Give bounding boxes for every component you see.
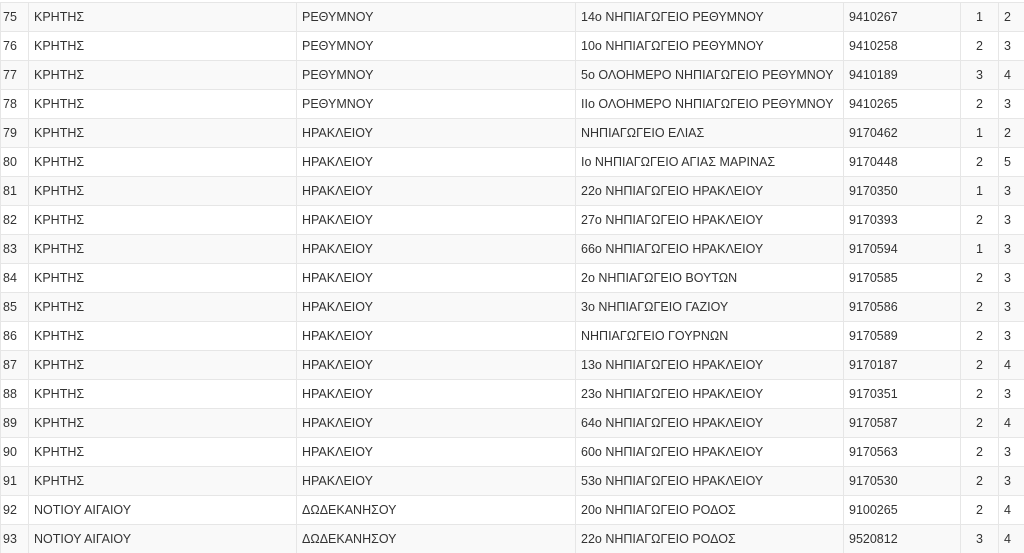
- table-row: [1, 525, 1024, 553]
- table-row: [1, 235, 1024, 264]
- school-name-cell: Ιο ΝΗΠΙΑΓΩΓΕΙΟ ΑΓΙΑΣ ΜΑΡΙΝΑΣ: [576, 148, 844, 177]
- school-code-cell: 9410189: [844, 61, 961, 90]
- school-name-cell: 2ο ΝΗΠΙΑΓΩΓΕΙΟ ΒΟΥΤΩΝ: [576, 264, 844, 293]
- row-number-cell: 92: [1, 496, 29, 525]
- count-b-cell: 3: [999, 235, 1024, 264]
- prefecture-cell: ΗΡΑΚΛΕΙΟΥ: [297, 148, 576, 177]
- row-number-cell: 91: [1, 467, 29, 496]
- count-a-cell: 2: [961, 148, 999, 177]
- table-row: [1, 293, 1024, 322]
- count-a-cell: 2: [961, 32, 999, 61]
- prefecture-cell: ΗΡΑΚΛΕΙΟΥ: [297, 467, 576, 496]
- row-number-cell: 84: [1, 264, 29, 293]
- region-cell: ΚΡΗΤΗΣ: [29, 90, 297, 119]
- school-name-cell: 14ο ΝΗΠΙΑΓΩΓΕΙΟ ΡΕΘΥΜΝΟΥ: [576, 3, 844, 32]
- region-cell: ΚΡΗΤΗΣ: [29, 61, 297, 90]
- school-name-cell: 22ο ΝΗΠΙΑΓΩΓΕΙΟ ΡΟΔΟΣ: [576, 525, 844, 553]
- region-cell: ΚΡΗΤΗΣ: [29, 409, 297, 438]
- school-code-cell: 9170585: [844, 264, 961, 293]
- row-number-cell: 75: [1, 3, 29, 32]
- table-row: [1, 264, 1024, 293]
- count-b-cell: 4: [999, 61, 1024, 90]
- prefecture-cell: ΡΕΘΥΜΝΟΥ: [297, 32, 576, 61]
- region-cell: ΚΡΗΤΗΣ: [29, 380, 297, 409]
- school-name-cell: ΝΗΠΙΑΓΩΓΕΙΟ ΕΛΙΑΣ: [576, 119, 844, 148]
- school-code-cell: 9410267: [844, 3, 961, 32]
- count-b-cell: 3: [999, 264, 1024, 293]
- region-cell: ΚΡΗΤΗΣ: [29, 235, 297, 264]
- school-code-cell: 9170351: [844, 380, 961, 409]
- table-row: [1, 90, 1024, 119]
- prefecture-cell: ΡΕΘΥΜΝΟΥ: [297, 3, 576, 32]
- row-number-cell: 79: [1, 119, 29, 148]
- school-name-cell: 53ο ΝΗΠΙΑΓΩΓΕΙΟ ΗΡΑΚΛΕΙΟΥ: [576, 467, 844, 496]
- table-row: [1, 32, 1024, 61]
- row-number-cell: 78: [1, 90, 29, 119]
- row-number-cell: 85: [1, 293, 29, 322]
- school-name-cell: 23ο ΝΗΠΙΑΓΩΓΕΙΟ ΗΡΑΚΛΕΙΟΥ: [576, 380, 844, 409]
- prefecture-cell: ΗΡΑΚΛΕΙΟΥ: [297, 235, 576, 264]
- count-a-cell: 1: [961, 119, 999, 148]
- count-b-cell: 3: [999, 467, 1024, 496]
- prefecture-cell: ΔΩΔΕΚΑΝΗΣΟΥ: [297, 496, 576, 525]
- school-name-cell: ΝΗΠΙΑΓΩΓΕΙΟ ΓΟΥΡΝΩΝ: [576, 322, 844, 351]
- prefecture-cell: ΗΡΑΚΛΕΙΟΥ: [297, 438, 576, 467]
- count-b-cell: 3: [999, 322, 1024, 351]
- table-row: [1, 119, 1024, 148]
- school-code-cell: 9170530: [844, 467, 961, 496]
- count-a-cell: 2: [961, 409, 999, 438]
- row-number-cell: 80: [1, 148, 29, 177]
- region-cell: ΚΡΗΤΗΣ: [29, 264, 297, 293]
- school-code-cell: 9410265: [844, 90, 961, 119]
- count-b-cell: 3: [999, 90, 1024, 119]
- region-cell: ΚΡΗΤΗΣ: [29, 3, 297, 32]
- schools-table: [0, 2, 1024, 553]
- count-b-cell: 4: [999, 409, 1024, 438]
- school-name-cell: 22ο ΝΗΠΙΑΓΩΓΕΙΟ ΗΡΑΚΛΕΙΟΥ: [576, 177, 844, 206]
- count-b-cell: 4: [999, 496, 1024, 525]
- school-name-cell: 10ο ΝΗΠΙΑΓΩΓΕΙΟ ΡΕΘΥΜΝΟΥ: [576, 32, 844, 61]
- count-a-cell: 3: [961, 525, 999, 553]
- count-a-cell: 1: [961, 235, 999, 264]
- count-b-cell: 3: [999, 380, 1024, 409]
- prefecture-cell: ΡΕΘΥΜΝΟΥ: [297, 90, 576, 119]
- count-a-cell: 1: [961, 177, 999, 206]
- count-b-cell: 4: [999, 525, 1024, 553]
- prefecture-cell: ΗΡΑΚΛΕΙΟΥ: [297, 177, 576, 206]
- count-a-cell: 3: [961, 61, 999, 90]
- school-code-cell: 9170187: [844, 351, 961, 380]
- region-cell: ΚΡΗΤΗΣ: [29, 351, 297, 380]
- school-code-cell: 9170462: [844, 119, 961, 148]
- table-row: [1, 467, 1024, 496]
- prefecture-cell: ΗΡΑΚΛΕΙΟΥ: [297, 409, 576, 438]
- region-cell: ΚΡΗΤΗΣ: [29, 177, 297, 206]
- count-b-cell: 5: [999, 148, 1024, 177]
- prefecture-cell: ΗΡΑΚΛΕΙΟΥ: [297, 264, 576, 293]
- table-row: [1, 206, 1024, 235]
- school-name-cell: 20ο ΝΗΠΙΑΓΩΓΕΙΟ ΡΟΔΟΣ: [576, 496, 844, 525]
- row-number-cell: 93: [1, 525, 29, 553]
- table-row: [1, 148, 1024, 177]
- count-a-cell: 1: [961, 3, 999, 32]
- school-name-cell: 3ο ΝΗΠΙΑΓΩΓΕΙΟ ΓΑΖΙΟΥ: [576, 293, 844, 322]
- prefecture-cell: ΡΕΘΥΜΝΟΥ: [297, 61, 576, 90]
- region-cell: ΚΡΗΤΗΣ: [29, 206, 297, 235]
- table-row: [1, 496, 1024, 525]
- school-name-cell: 64ο ΝΗΠΙΑΓΩΓΕΙΟ ΗΡΑΚΛΕΙΟΥ: [576, 409, 844, 438]
- school-code-cell: 9170589: [844, 322, 961, 351]
- region-cell: ΝΟΤΙΟΥ ΑΙΓΑΙΟΥ: [29, 525, 297, 553]
- row-number-cell: 77: [1, 61, 29, 90]
- school-name-cell: 66ο ΝΗΠΙΑΓΩΓΕΙΟ ΗΡΑΚΛΕΙΟΥ: [576, 235, 844, 264]
- prefecture-cell: ΗΡΑΚΛΕΙΟΥ: [297, 119, 576, 148]
- school-code-cell: 9170350: [844, 177, 961, 206]
- prefecture-cell: ΗΡΑΚΛΕΙΟΥ: [297, 206, 576, 235]
- school-code-cell: 9170563: [844, 438, 961, 467]
- count-a-cell: 2: [961, 380, 999, 409]
- table-row: [1, 3, 1024, 32]
- prefecture-cell: ΗΡΑΚΛΕΙΟΥ: [297, 322, 576, 351]
- row-number-cell: 86: [1, 322, 29, 351]
- prefecture-cell: ΗΡΑΚΛΕΙΟΥ: [297, 293, 576, 322]
- count-b-cell: 4: [999, 351, 1024, 380]
- row-number-cell: 83: [1, 235, 29, 264]
- count-a-cell: 2: [961, 496, 999, 525]
- table-body: [1, 3, 1024, 553]
- table-row: [1, 351, 1024, 380]
- region-cell: ΚΡΗΤΗΣ: [29, 32, 297, 61]
- count-b-cell: 3: [999, 206, 1024, 235]
- school-name-cell: 5ο ΟΛΟΗΜΕΡΟ ΝΗΠΙΑΓΩΓΕΙΟ ΡΕΘΥΜΝΟΥ: [576, 61, 844, 90]
- count-b-cell: 3: [999, 293, 1024, 322]
- school-code-cell: 9170448: [844, 148, 961, 177]
- table-row: [1, 438, 1024, 467]
- school-name-cell: 27ο ΝΗΠΙΑΓΩΓΕΙΟ ΗΡΑΚΛΕΙΟΥ: [576, 206, 844, 235]
- row-number-cell: 89: [1, 409, 29, 438]
- school-code-cell: 9410258: [844, 32, 961, 61]
- count-b-cell: 2: [999, 119, 1024, 148]
- count-a-cell: 2: [961, 264, 999, 293]
- school-name-cell: ΙΙο ΟΛΟΗΜΕΡΟ ΝΗΠΙΑΓΩΓΕΙΟ ΡΕΘΥΜΝΟΥ: [576, 90, 844, 119]
- region-cell: ΚΡΗΤΗΣ: [29, 119, 297, 148]
- region-cell: ΝΟΤΙΟΥ ΑΙΓΑΙΟΥ: [29, 496, 297, 525]
- count-b-cell: 3: [999, 177, 1024, 206]
- count-a-cell: 2: [961, 322, 999, 351]
- school-code-cell: 9170594: [844, 235, 961, 264]
- region-cell: ΚΡΗΤΗΣ: [29, 467, 297, 496]
- row-number-cell: 90: [1, 438, 29, 467]
- region-cell: ΚΡΗΤΗΣ: [29, 438, 297, 467]
- count-a-cell: 2: [961, 293, 999, 322]
- school-name-cell: 60ο ΝΗΠΙΑΓΩΓΕΙΟ ΗΡΑΚΛΕΙΟΥ: [576, 438, 844, 467]
- count-b-cell: 3: [999, 32, 1024, 61]
- table-row: [1, 61, 1024, 90]
- table-row: [1, 322, 1024, 351]
- row-number-cell: 76: [1, 32, 29, 61]
- school-code-cell: 9100265: [844, 496, 961, 525]
- count-b-cell: 2: [999, 3, 1024, 32]
- prefecture-cell: ΗΡΑΚΛΕΙΟΥ: [297, 351, 576, 380]
- table-row: [1, 380, 1024, 409]
- school-code-cell: 9170587: [844, 409, 961, 438]
- count-a-cell: 2: [961, 467, 999, 496]
- row-number-cell: 82: [1, 206, 29, 235]
- row-number-cell: 87: [1, 351, 29, 380]
- count-a-cell: 2: [961, 206, 999, 235]
- prefecture-cell: ΗΡΑΚΛΕΙΟΥ: [297, 380, 576, 409]
- table-row: [1, 177, 1024, 206]
- count-b-cell: 3: [999, 438, 1024, 467]
- count-a-cell: 2: [961, 438, 999, 467]
- region-cell: ΚΡΗΤΗΣ: [29, 293, 297, 322]
- prefecture-cell: ΔΩΔΕΚΑΝΗΣΟΥ: [297, 525, 576, 553]
- count-a-cell: 2: [961, 90, 999, 119]
- table-row: [1, 409, 1024, 438]
- school-code-cell: 9170393: [844, 206, 961, 235]
- count-a-cell: 2: [961, 351, 999, 380]
- school-code-cell: 9170586: [844, 293, 961, 322]
- row-number-cell: 88: [1, 380, 29, 409]
- school-code-cell: 9520812: [844, 525, 961, 553]
- row-number-cell: 81: [1, 177, 29, 206]
- region-cell: ΚΡΗΤΗΣ: [29, 322, 297, 351]
- school-name-cell: 13ο ΝΗΠΙΑΓΩΓΕΙΟ ΗΡΑΚΛΕΙΟΥ: [576, 351, 844, 380]
- region-cell: ΚΡΗΤΗΣ: [29, 148, 297, 177]
